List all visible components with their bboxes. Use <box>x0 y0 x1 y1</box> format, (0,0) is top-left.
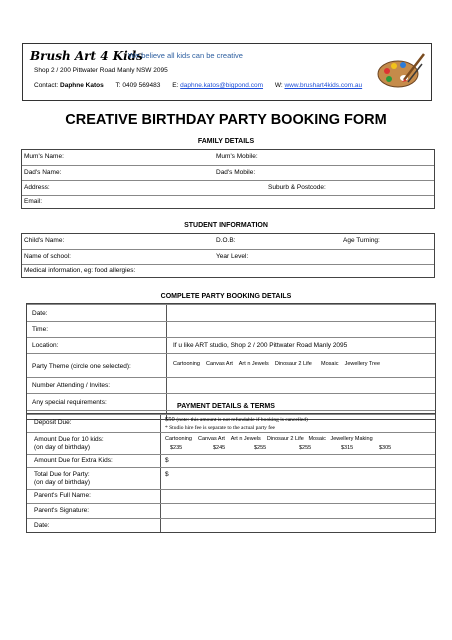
student-row <box>22 264 434 278</box>
party-row <box>27 353 435 377</box>
price-art-n-jewels: $255 <box>254 445 267 451</box>
price-name-canvas-art: Canvas Art <box>198 436 225 442</box>
party-row <box>27 304 435 321</box>
dob-field[interactable]: D.O.B: <box>216 237 236 244</box>
amount-due-10-line1: Amount Due for 10 kids: <box>34 436 104 443</box>
brand-name: Brush Art 4 Kids <box>30 49 143 63</box>
contact-label: Contact: <box>34 82 59 89</box>
party-row <box>27 337 435 353</box>
contact-name: Daphne Katos <box>60 82 104 89</box>
family-row <box>22 195 434 209</box>
party-time-label: Time: <box>32 326 49 333</box>
payment-table <box>26 413 436 533</box>
family-table <box>21 149 435 209</box>
email-label: E: <box>172 82 179 89</box>
amount-due-10-label <box>34 436 104 452</box>
party-date-label: Date: <box>32 310 48 317</box>
theme-option-art-n-jewels[interactable]: Art n Jewels <box>238 361 269 367</box>
parent-name-field[interactable]: Parent's Full Name: <box>34 492 91 499</box>
price-mosaic: $315 <box>341 445 354 451</box>
price-name-dinosaur: Dinosaur 2 Life <box>266 436 304 442</box>
payment-heading: PAYMENT DETAILS & TERMS <box>177 403 275 410</box>
payment-row <box>27 518 435 533</box>
dads-name-field[interactable]: Dad's Name: <box>24 169 62 176</box>
family-row <box>22 180 434 195</box>
theme-options <box>173 360 433 368</box>
party-row <box>27 321 435 337</box>
studio-hire-note: * Studio hire fee is separate to the actual party fee <box>165 425 275 431</box>
theme-option-canvas-art[interactable]: Canvas Art <box>206 361 233 367</box>
payment-row <box>27 467 435 489</box>
price-name-jewellery-making: Jewellery Making <box>330 436 373 442</box>
special-requirements-label: Any special requirements: <box>32 399 107 406</box>
suburb-field[interactable]: Suburb & Postcode: <box>268 184 326 191</box>
payment-row <box>27 489 435 503</box>
total-due-line1: Total Due for Party: <box>34 471 90 478</box>
childs-name-field[interactable]: Child's Name: <box>24 237 65 244</box>
dads-mobile-field[interactable]: Dad's Mobile: <box>216 169 256 176</box>
student-row <box>22 234 434 249</box>
parent-signature-field[interactable]: Parent's Signature: <box>34 507 90 514</box>
tagline: We believe all kids can be creative <box>128 51 243 60</box>
attending-label: Number Attending / Invites: <box>32 382 111 389</box>
deposit-label: Deposit Due: <box>34 419 72 426</box>
page-title: CREATIVE BIRTHDAY PARTY BOOKING FORM <box>65 112 387 128</box>
deposit-amount: $50 <box>165 416 175 423</box>
amount-due-10-line2: (on day of birthday) <box>34 444 91 451</box>
party-heading: COMPLETE PARTY BOOKING DETAILS <box>160 293 292 300</box>
web-label: W: <box>274 82 283 89</box>
total-due-label <box>34 471 90 487</box>
family-heading: FAMILY DETAILS <box>197 138 255 145</box>
theme-option-dinosaur[interactable]: Dinosaur 2 Life <box>274 361 312 367</box>
family-row <box>22 165 434 180</box>
total-due-value[interactable]: $ <box>165 471 169 478</box>
age-turning-field[interactable]: Age Turning: <box>343 237 380 244</box>
contact-phone: T: 0409 569483 <box>115 82 161 89</box>
palette-icon <box>374 50 426 90</box>
student-row <box>22 249 434 264</box>
price-dinosaur: $255 <box>299 445 312 451</box>
deposit-amount-line <box>165 416 308 424</box>
theme-option-cartooning[interactable]: Cartooning <box>173 361 200 367</box>
location-label: Location: <box>32 342 59 349</box>
total-due-line2: (on day of birthday) <box>34 479 91 486</box>
payment-row <box>27 454 435 467</box>
email-field[interactable]: Email: <box>24 198 43 205</box>
party-theme-label: Party Theme (circle one selected): <box>32 363 131 370</box>
theme-option-mosaic[interactable]: Mosaic <box>321 361 339 367</box>
price-name-art-n-jewels: Art n Jewels <box>230 436 261 442</box>
payment-date-field[interactable]: Date: <box>34 522 50 529</box>
extra-kids-label: Amount Due for Extra Kids: <box>34 457 113 464</box>
mums-mobile-field[interactable]: Mum's Mobile: <box>216 153 258 160</box>
student-heading: STUDENT INFORMATION <box>184 222 268 229</box>
medical-field[interactable]: Medical information, eg: food allergies: <box>24 267 136 274</box>
price-list-names <box>165 435 373 443</box>
extra-kids-value[interactable]: $ <box>165 457 169 464</box>
school-field[interactable]: Name of school: <box>24 253 71 260</box>
contact-line <box>34 82 362 89</box>
price-cartooning: $235 <box>170 445 183 451</box>
mums-name-field[interactable]: Mum's Name: <box>24 153 64 160</box>
studio-address: Shop 2 / 200 Pittwater Road Manly NSW 2095 <box>34 67 168 74</box>
theme-option-jewellery-tree[interactable]: Jewellery Tree <box>344 361 381 367</box>
year-level-field[interactable]: Year Level: <box>216 253 249 260</box>
website-link[interactable]: www.brushart4kids.com.au <box>284 82 363 89</box>
student-table <box>21 233 435 278</box>
payment-row <box>27 432 435 454</box>
party-row <box>27 377 435 393</box>
price-name-cartooning: Cartooning <box>165 436 192 442</box>
family-row <box>22 150 434 165</box>
address-field[interactable]: Address: <box>24 184 50 191</box>
price-name-mosaic: Mosaic <box>308 436 326 442</box>
price-jewellery-making: $305 <box>379 445 392 451</box>
email-link[interactable]: daphne.katos@bigpond.com <box>180 82 264 89</box>
price-canvas-art: $245 <box>213 445 226 451</box>
payment-row <box>27 503 435 518</box>
deposit-note: (note: this amount is not refundable if booking is cancelled) <box>176 417 308 423</box>
payment-row <box>27 414 435 432</box>
location-value: If u like ART studio, Shop 2 / 200 Pittwater Road Manly 2095 <box>173 342 348 349</box>
